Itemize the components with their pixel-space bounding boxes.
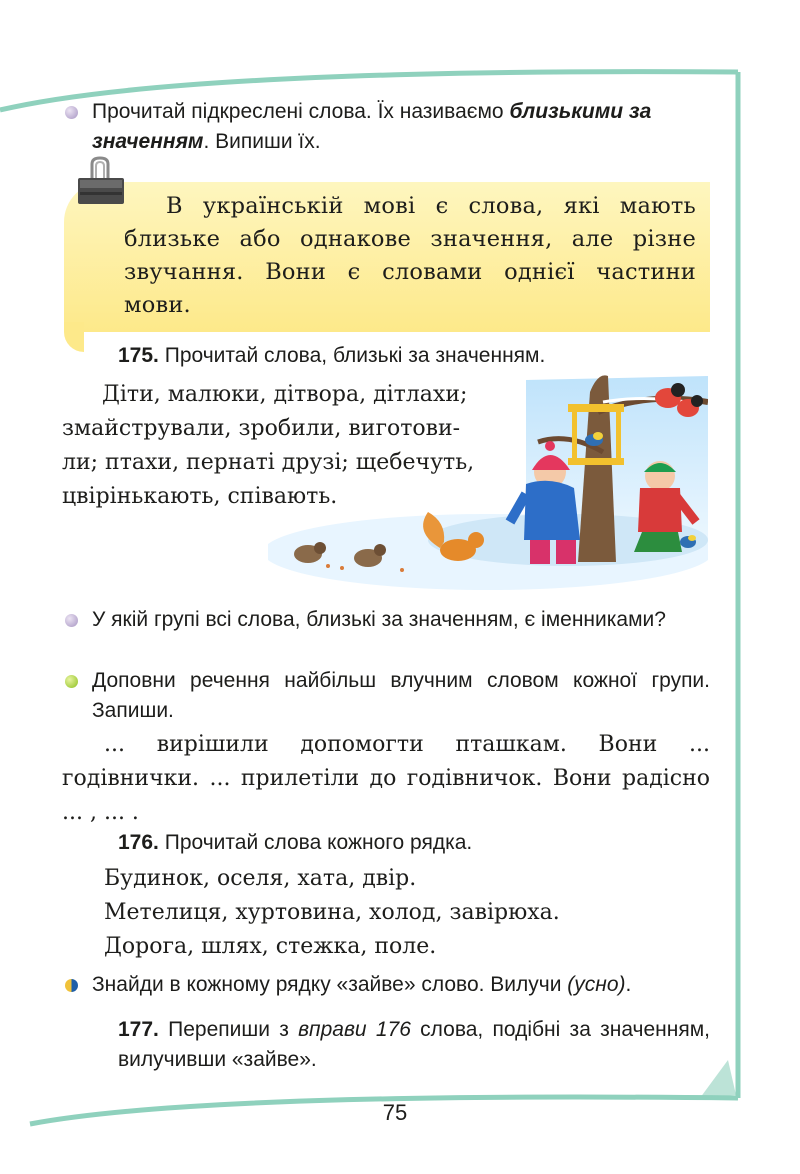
ex175-question2: Доповни речення найбільш влучним словом кожної групи. Запиши. bbox=[92, 669, 710, 722]
ex176-row: Метелиця, хуртовина, холод, завірюха. bbox=[104, 900, 560, 925]
bullet-icon bbox=[65, 614, 78, 627]
bullet-icon bbox=[65, 979, 78, 992]
ex176-instruction: Прочитай слова кожного рядка. bbox=[164, 831, 473, 854]
rule-text: В українській мові є слова, які мають близьке або однакове значення, але різне звучання. Вони є словами однієї частини мови. bbox=[124, 193, 696, 318]
bullet-icon bbox=[65, 675, 78, 688]
ex175-completion: ... вирішили допомогти пташкам. Вони ... годівнички. ... прилетіли до годівничок. Вони радісно ... , ... . bbox=[62, 732, 710, 825]
ex177-text-end: слова, подібні за значенням, вилучивши «зайве». bbox=[118, 1018, 711, 1071]
ex175-line: Діти, малюки, дітвора, дітлахи; bbox=[102, 382, 468, 407]
ex175-instruction: Прочитай слова, близькі за значенням. bbox=[164, 344, 546, 367]
ex176-rows bbox=[104, 862, 704, 964]
ex176-task-end: . bbox=[625, 973, 632, 996]
ex177 bbox=[118, 1015, 710, 1075]
intro-text-end: . Випиши їх. bbox=[203, 130, 321, 153]
ex177-number: 177. bbox=[118, 1018, 159, 1041]
ex176-heading bbox=[118, 828, 678, 858]
ex176-task-note: (усно) bbox=[567, 973, 626, 996]
binder-clip-icon bbox=[76, 156, 126, 206]
ex177-reference: вправи 176 bbox=[298, 1018, 411, 1041]
ex175-line: змайстрували, зробили, виготови- bbox=[62, 416, 461, 441]
bullet-icon bbox=[65, 106, 78, 119]
task-intro bbox=[92, 97, 722, 157]
ex176-row: Будинок, оселя, хата, двір. bbox=[104, 866, 417, 891]
ex176-task bbox=[92, 970, 722, 1000]
ex176-row: Дорога, шлях, стежка, поле. bbox=[104, 934, 437, 959]
ex176-task-text: Знайди в кожному рядку «зайве» слово. Вилучи bbox=[92, 973, 568, 996]
ex175-line: цвірінькають, співають. bbox=[62, 484, 338, 509]
ex175-line: ли; птахи, пернаті друзі; щебечуть, bbox=[62, 450, 475, 475]
winter-feeder-illustration bbox=[268, 372, 708, 590]
ex175-heading bbox=[118, 341, 678, 371]
ex176-number: 176. bbox=[118, 831, 159, 854]
ex175-number: 175. bbox=[118, 344, 159, 367]
ex175-question1: У якій групі всі слова, близькі за значенням, є іменниками? bbox=[92, 608, 666, 631]
page-number: 75 bbox=[382, 1100, 408, 1125]
intro-term: близькими за значенням bbox=[92, 100, 652, 153]
intro-text: Прочитай підкреслені слова. Їх називаємо bbox=[92, 100, 510, 123]
ex177-text: Перепиши з bbox=[168, 1018, 299, 1041]
